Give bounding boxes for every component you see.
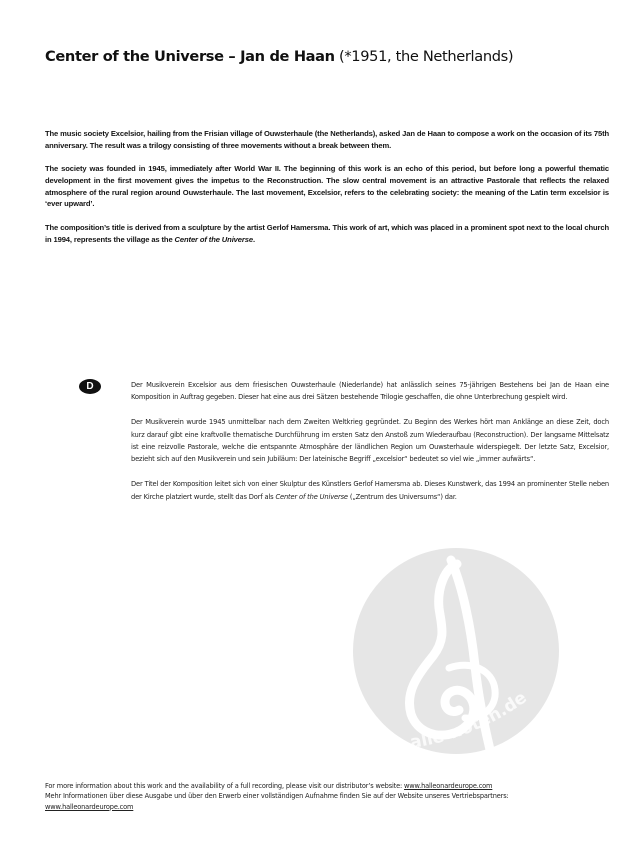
german-paragraph-2: Der Musikverein wurde 1945 unmittelbar nach dem Zweiten Weltkrieg gegründet. Zu Beginn des Werkes hört man Anklänge an diese Zeit, doch kurz darauf gibt eine kraftvolle thematische Durchführung im ersten Satz den Anstoß zum Wiederaufbau (Reconstruction). Der langsame Mittelsatz ist eine reizvolle Pastorale, welche die entspannte Atmosphäre der ländlichen Region um Ouwsterhaule widerspiegelt. Der letzte Satz, Excelsior, bezieht sich auf den Musikverein und sein Jubiläum: Der lateinische Begriff „excelsior“ bedeutet so viel wie „immer aufwärts“. bbox=[131, 418, 609, 464]
footer-german-text: Mehr Informationen über diese Ausgabe und über den Erwerb einer vollständigen Aufnahme finden Sie auf der Website unseres Vertriebspartners: bbox=[45, 792, 509, 801]
title-main: Center of the Universe – Jan de Haan bbox=[45, 48, 335, 65]
english-p3-italic-title: Center of the Universe bbox=[174, 234, 253, 244]
watermark-notch bbox=[433, 756, 473, 772]
german-p3-end: („Zentrum des Universums“) dar. bbox=[347, 492, 457, 501]
german-p3-italic-title: Center of the Universe bbox=[275, 492, 348, 501]
english-paragraph-2: The society was founded in 1945, immediately after World War II. The beginning of this work is an echo of this period, but before long a powerful thematic development in the first movement gives the impetus to the Reconstruction. The slow central movement is an attractive Pastorale that reflects the relaxed atmosphere of the rural region around Ouwsterhaule. The last movement, Excelsior, refers to the celebrating society: the meaning of the Latin term excelsior is ‘ever upward’. bbox=[45, 164, 609, 209]
watermark-logo bbox=[353, 548, 559, 772]
page-title bbox=[45, 47, 625, 67]
language-badge-label: D bbox=[86, 381, 94, 392]
english-paragraph-1: The music society Excelsior, hailing from the Frisian village of Ouwsterhaule (the Netherlands), asked Jan de Haan to compose a work on the occasion of its 75th anniversary. The result was a trilogy consisting of three movements without a break between them. bbox=[45, 129, 609, 150]
english-p3-end: . bbox=[252, 234, 255, 244]
footer-german-link-line bbox=[45, 802, 620, 812]
german-paragraph-3 bbox=[131, 478, 609, 503]
footer-english-line bbox=[45, 781, 620, 791]
english-p3-text: The composition’s title is derived from a sculpture by the artist Gerlof Hamersma. This work of art, which was placed in a prominent spot next to the local church in 1994, represents the village as the bbox=[45, 223, 609, 244]
distributor-link-german[interactable]: www.halleonardeurope.com bbox=[45, 802, 134, 811]
footer bbox=[45, 781, 620, 812]
german-paragraph-1: Der Musikverein Excelsior aus dem friesischen Ouwsterhaule (Niederlande) hat anlässlich seines 75-jährigen Bestehens bei Jan de Haan eine Komposition in Auftrag gegeben. Dieser hat eine aus drei Sätzen bestehende Trilogie geschaffen, die ohne Unterbrechung gespielt wird. bbox=[131, 381, 609, 402]
footer-english-text: For more information about this work and the availability of a full recording, please visit our distributor’s website: bbox=[45, 782, 405, 790]
german-section bbox=[131, 379, 609, 515]
watermark-text-path: alle-noten.de bbox=[408, 687, 531, 753]
german-p3-text: Der Titel der Komposition leitet sich von einer Skulptur des Künstlers Gerlof Hamersma ab. Dieses Kunstwerk, das 1994 an prominenter Stelle neben der Kirche platziert wurde, stellt das Dorf als bbox=[131, 480, 609, 501]
english-paragraph-3 bbox=[45, 222, 609, 245]
footer-german-line bbox=[45, 791, 620, 801]
english-section bbox=[45, 128, 609, 258]
title-subtitle: (*1951, the Netherlands) bbox=[339, 48, 514, 65]
distributor-link-english[interactable]: www.halleonardeurope.com bbox=[404, 782, 493, 790]
language-badge-german bbox=[79, 379, 101, 394]
